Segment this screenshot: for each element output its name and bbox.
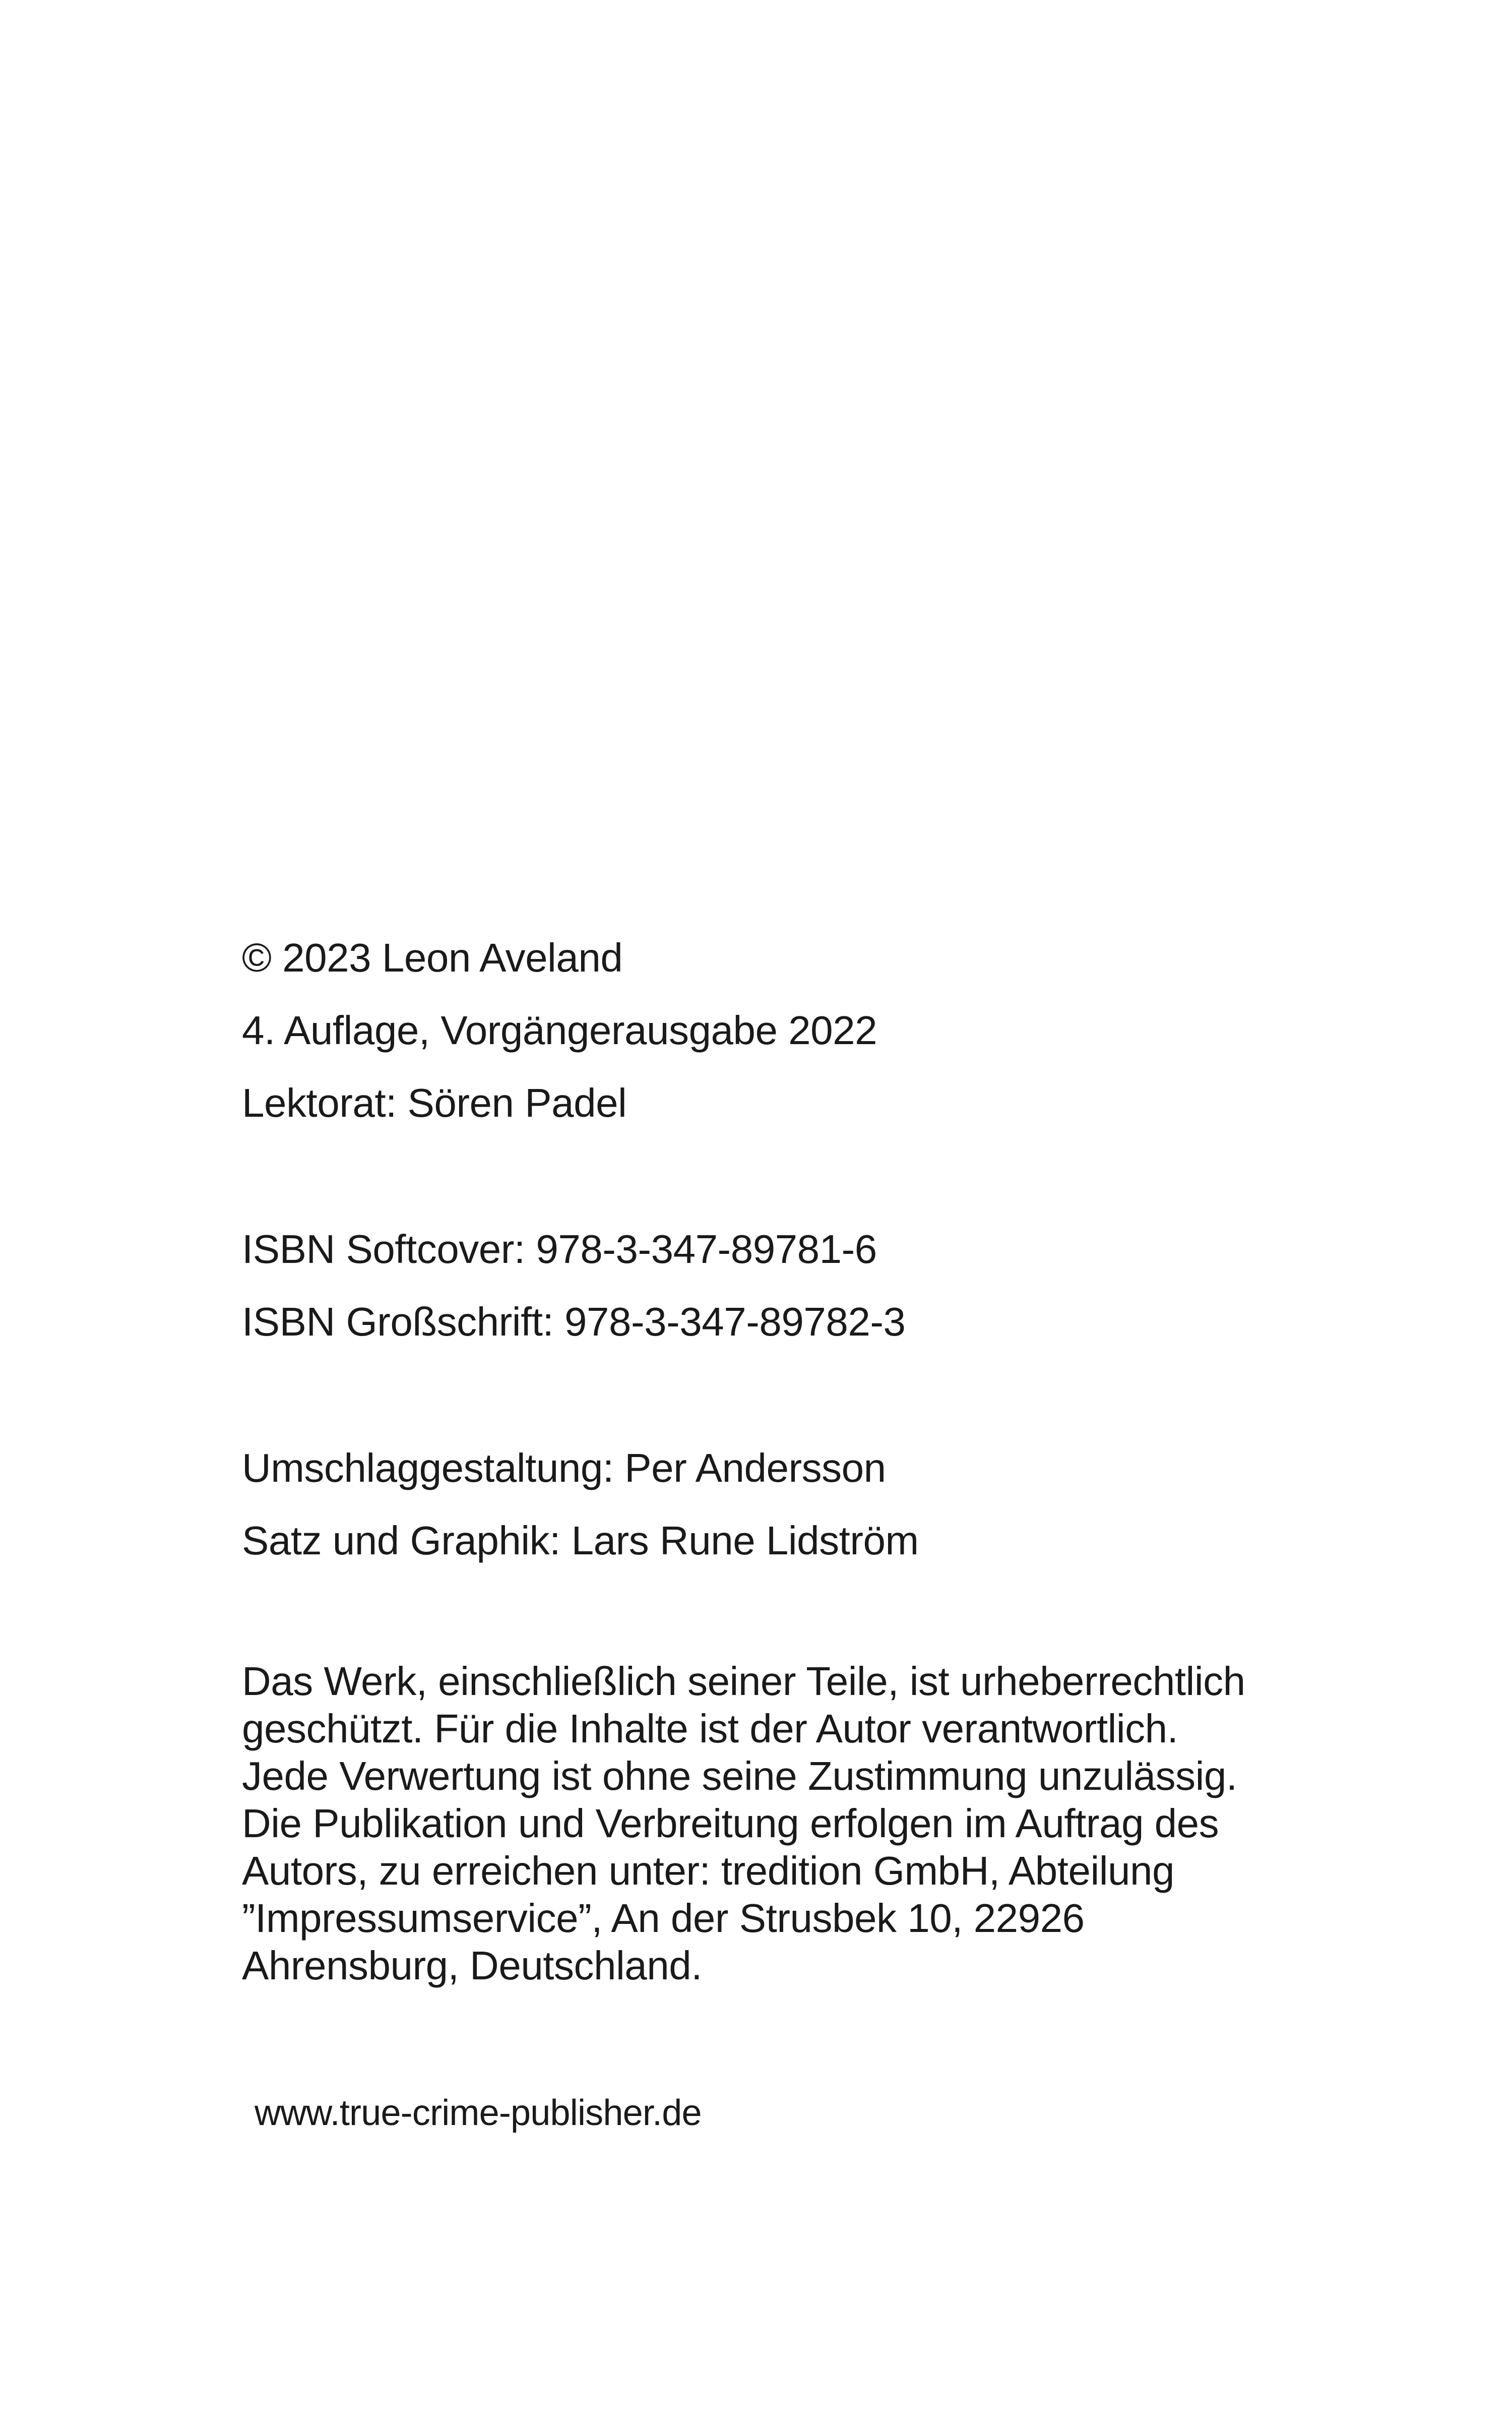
- copyright-line: © 2023 Leon Aveland: [242, 935, 623, 980]
- legal-notice-line: Die Publikation und Verbreitung erfolgen im Auftrag des: [242, 1801, 1219, 1846]
- publisher-website: www.true-crime-publisher.de: [255, 2093, 702, 2133]
- legal-notice-line: Jede Verwertung ist ohne seine Zustimmung unzulässig.: [242, 1753, 1237, 1798]
- editor-line: Lektorat: Sören Padel: [242, 1080, 627, 1125]
- isbn-large-print-line: ISBN Großschrift: 978-3-347-89782-3: [242, 1299, 906, 1344]
- legal-notice-line: Autors, zu erreichen unter: tredition GmbH, Abteilung: [242, 1848, 1175, 1893]
- isbn-softcover-line: ISBN Softcover: 978-3-347-89781-6: [242, 1227, 877, 1272]
- legal-notice-line: ”Impressumservice”, An der Strusbek 10, 22926: [242, 1896, 1085, 1941]
- cover-design-line: Umschlaggestaltung: Per Andersson: [242, 1445, 886, 1490]
- legal-notice-line: geschützt. Für die Inhalte ist der Autor verantwortlich.: [242, 1706, 1178, 1751]
- edition-line: 4. Auflage, Vorgängerausgabe 2022: [242, 1008, 877, 1053]
- typesetting-line: Satz und Graphik: Lars Rune Lidström: [242, 1518, 919, 1563]
- legal-notice: [242, 1658, 1320, 1989]
- legal-notice-line: Das Werk, einschließlich seiner Teile, ist urheberrechtlich: [242, 1659, 1245, 1704]
- legal-notice-line: Ahrensburg, Deutschland.: [242, 1943, 702, 1988]
